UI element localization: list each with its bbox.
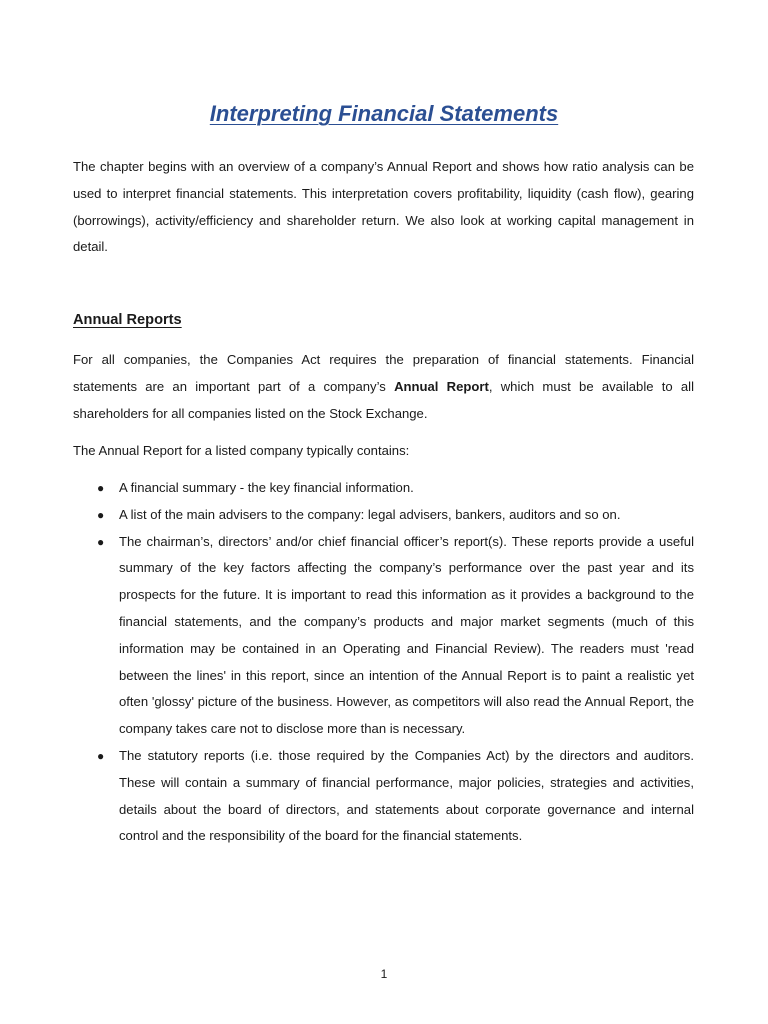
list-item — [0, 743, 694, 850]
annual-report-text-after: , which must be available to all shareholders for all companies listed on the Stock Exchange. — [73, 378, 694, 421]
annual-report-paragraph — [73, 347, 694, 427]
list-item — [0, 529, 694, 743]
bullet-icon: ● — [97, 534, 105, 549]
document-title: Interpreting Financial Statements — [209, 100, 559, 126]
list-item-text: A list of the main advisers to the company: legal advisers, bankers, auditors and so on. — [119, 506, 621, 522]
bullet-icon: ● — [97, 748, 105, 763]
list-item — [0, 502, 694, 529]
bullet-icon: ● — [97, 481, 105, 495]
intro-paragraph: The chapter begins with an overview of a company’s Annual Report and shows how ratio analysis can be used to interpret financial statements. This interpretation covers profitability, liquidity (cash flow), gearing (borrowings), activity/efficiency and shareholder return. We also look at working capital management in detail. — [73, 159, 694, 255]
annual-report-bold-term: Annual Report — [394, 378, 489, 394]
section-heading-annual-reports: Annual Reports — [73, 312, 182, 328]
page-number: 1 — [380, 967, 388, 981]
annual-report-contains-intro: The Annual Report for a listed company typically contains: — [73, 443, 410, 458]
list-item-text: The chairman’s, directors’ and/or chief financial officer’s report(s). These reports provide a useful summary of the key factors affecting the company’s performance over the past year and its prospects for the future. It is important to read this information as it provides a background to the financial statements, and the company’s products and major market segments (much of this information may be contained in an Operating and Financial Review). The readers must 'read between the lines' in this report, since an intention of the Annual Report is to paint a realistic yet often 'glossy' picture of the business. However, as competitors will also read the Annual Report, the company takes care not to disclose more than is necessary. — [119, 533, 694, 737]
list-item — [0, 475, 694, 502]
list-item-text: A financial summary - the key financial information. — [119, 480, 414, 495]
list-item-text: The statutory reports (i.e. those required by the Companies Act) by the directors and auditors. These will contain a summary of financial performance, major policies, strategies and activities, details about the board of directors, and statements about corporate governance and internal control and the responsibility of the board for the financial statements. — [119, 747, 694, 844]
annual-report-text-before: For all companies, the Companies Act requires the preparation of financial statements. Financial statements are an important part of a company’s — [73, 352, 694, 394]
bullet-icon: ● — [97, 507, 105, 522]
annual-report-contents-list — [0, 475, 768, 850]
